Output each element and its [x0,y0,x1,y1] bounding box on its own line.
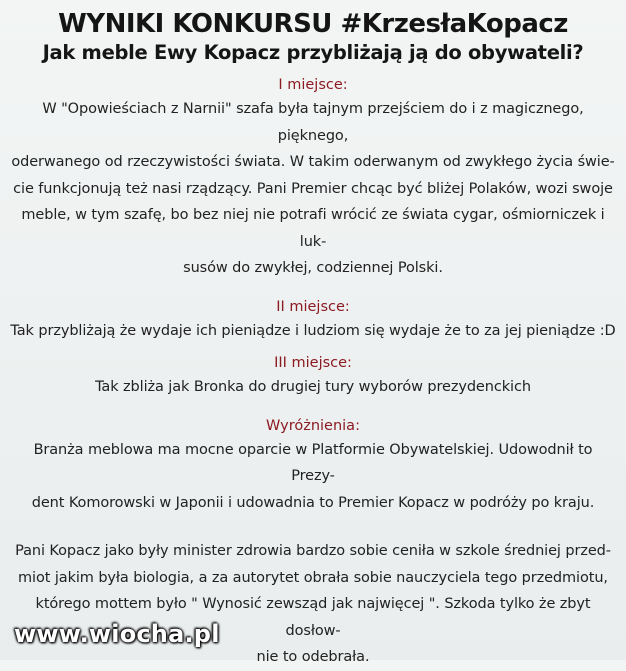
body-line: miot jakim była biologia, a za autorytet obrała sobie nauczyciela tego przedmiotu, [18,569,608,586]
body-line: oderwanego od rzeczywistości świata. W takim oderwanym od zwykłego życia świe- [11,154,615,170]
body-line: Pani Kopacz jako były minister zdrowia bardzo sobie ceniła w szkole średniej przed- [15,543,611,559]
body-line: susów do zwykłej, codziennej Polski. [183,260,443,276]
section-heading: II miejsce: [276,298,350,315]
section-first-place [10,74,616,282]
body-line: W "Opowieściach z Narnii" szafa była tajnym przejściem do i z magicznego, pięknego, [42,101,584,144]
page-subtitle: Jak meble Ewy Kopacz przybliżają ją do obywateli? [42,41,584,64]
body-line: cie funkcjonują też nasi rządzący. Pani Premier chcąc być bliżej Polaków, wozi swoje [13,180,613,197]
section-heading: Wyróżnienia: [266,417,360,434]
watermark-logo: www.wiocha.pl [14,620,220,648]
section-heading: I miejsce: [278,77,348,93]
section-second-place [10,296,616,345]
body-line: nie to odebrała. [256,649,370,665]
page-title: WYNIKI KONKURSU #KrzesłaKopacz [58,9,568,39]
body-line: Branża meblowa ma mocne oparcie w Platformie Obywatelskiej. Udowodnił to Prezy- [33,441,593,484]
body-line: meble, w tym szafę, bo bez niej nie potrafi wrócić ze świata cygar, ośmiorniczek i luk- [21,207,605,250]
section-third-place [10,352,616,401]
body-line: Tak zbliża jak Bronka do drugiej tury wyborów prezydenckich [95,379,531,395]
body-line: dent Komorowski w Japonii i udowadnia to Premier Kopacz w podróży po kraju. [31,494,595,511]
body-line: Tak przybliżają że wydaje ich pieniądze i ludziom się wydaje że to za jej pieniądze :D [10,322,616,339]
body-line: którego mottem było " Wynosić zewsząd jak najwięcej ". Szkoda tylko że zbyt dosłow- [35,596,591,639]
section-heading: III miejsce: [274,355,352,371]
